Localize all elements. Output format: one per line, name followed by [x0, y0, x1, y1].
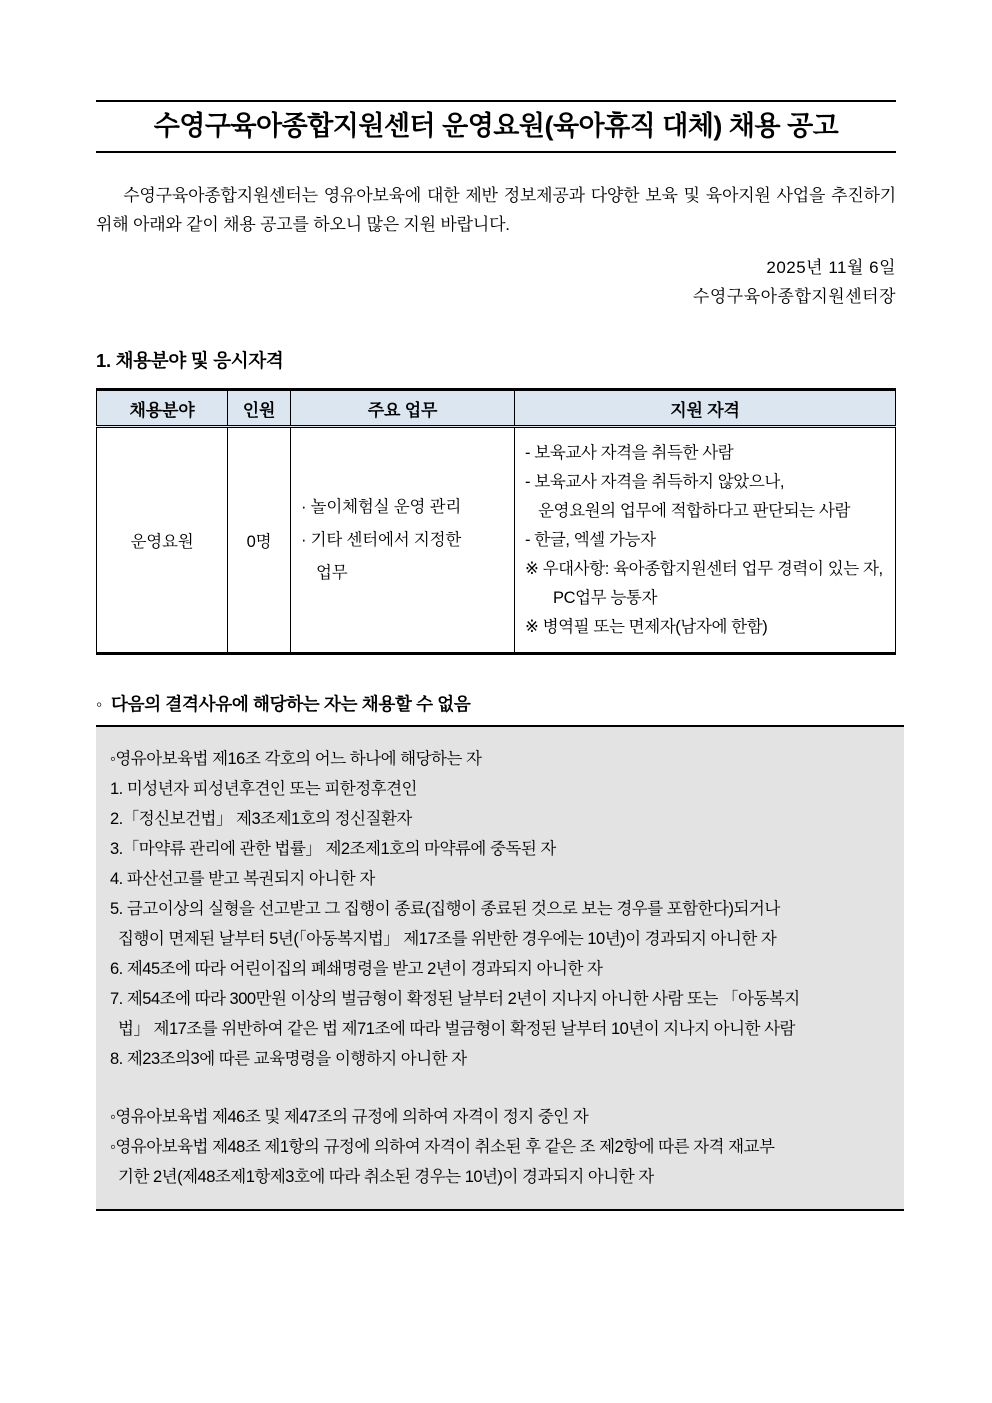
duty-line: 업무	[316, 563, 348, 582]
qualification-line: ※ 우대사항: 육아종합지원센터 업무 경력이 있는 자,	[525, 559, 883, 578]
cell-headcount: 0명	[228, 427, 291, 654]
duty-line: · 기타 센터에서 지정한	[301, 530, 462, 549]
disqualification-line: 기한 2년(제48조제1항제3호에 따라 취소된 경우는 10년)이 경과되지 아니한 자	[118, 1168, 654, 1186]
cell-qualifications	[515, 427, 896, 654]
date-block	[96, 253, 896, 311]
title-box	[96, 100, 896, 153]
page-title: 수영구육아종합지원센터 운영요원(육아휴직 대체) 채용 공고	[153, 111, 839, 141]
document-content	[96, 0, 896, 1211]
qualification-line: PC업무 능통자	[553, 588, 658, 607]
table-row	[97, 427, 896, 654]
disqualification-line: ◦영유아보육법 제46조 및 제47조의 규정에 의하여 자격이 정지 중인 자	[110, 1108, 589, 1126]
blank-line	[110, 1074, 884, 1102]
section1-heading: 1. 채용분야 및 응시자격	[96, 350, 284, 371]
disqualification-line: 8. 제23조의3에 따른 교육명령을 이행하지 아니한 자	[110, 1050, 467, 1068]
cell-field: 운영요원	[130, 533, 194, 551]
disqualification-line: 1. 미성년자 피성년후견인 또는 피한정후견인	[110, 780, 417, 798]
qualification-line: 운영요원의 업무에 적합하다고 판단되는 사람	[538, 501, 850, 520]
disqualification-line: 3.「마약류 관리에 관한 법률」 제2조제1호의 마약류에 중독된 자	[110, 840, 556, 858]
header-duties: 주요 업무	[291, 390, 515, 427]
disqualification-box	[96, 725, 904, 1211]
recruitment-table	[96, 388, 896, 655]
disqualification-line: 6. 제45조에 따라 어린이집의 폐쇄명령을 받고 2년이 경과되지 아니한 자	[110, 960, 603, 978]
disqualification-line: 4. 파산선고를 받고 복권되지 아니한 자	[110, 870, 375, 888]
table-header-row	[97, 390, 896, 427]
header-qualifications: 지원 자격	[515, 390, 896, 427]
qualification-line: - 보육교사 자격을 취득하지 않았으나,	[525, 472, 785, 491]
qualification-line: - 보육교사 자격을 취득한 사람	[525, 443, 734, 462]
signer: 수영구육아종합지원센터장	[692, 287, 896, 306]
disqualification-line: 2.「정신보건법」 제3조제1호의 정신질환자	[110, 810, 412, 828]
header-field: 채용분야	[97, 390, 228, 427]
intro-paragraph: 수영구육아종합지원센터는 영유아보육에 대한 제반 정보제공과 다양한 보육 및 육아지원 사업을 추진하기 위해 아래와 같이 채용 공고를 하오니 많은 지원 바랍니다.	[96, 186, 896, 234]
disqualification-line: 집행이 면제된 날부터 5년(「아동복지법」 제17조를 위반한 경우에는 10년)이 경과되지 아니한 자	[118, 930, 777, 948]
disqualification-line: 법」 제17조를 위반하여 같은 법 제71조에 따라 벌금형이 확정된 날부터 10년이 지나지 아니한 사람	[118, 1020, 795, 1038]
disqualification-line: ◦영유아보육법 제48조 제1항의 규정에 의하여 자격이 취소된 후 같은 조 제2항에 따른 자격 재교부	[110, 1138, 775, 1156]
header-headcount: 인원	[228, 390, 291, 427]
cell-duties	[291, 427, 515, 654]
disqualification-heading: ◦ 다음의 결격사유에 해당하는 자는 채용할 수 없음	[96, 694, 471, 714]
announcement-date: 2025년 11월 6일	[766, 258, 896, 277]
duty-line: · 놀이체험실 운영 관리	[301, 497, 462, 516]
disqualification-line: 7. 제54조에 따라 300만원 이상의 벌금형이 확정된 날부터 2년이 지나지 아니한 사람 또는 「아동복지	[110, 990, 800, 1008]
qualification-line: ※ 병역필 또는 면제자(남자에 한함)	[525, 617, 768, 636]
disqualification-line: 5. 금고이상의 실형을 선고받고 그 집행이 종료(집행이 종료된 것으로 보는 경우를 포함한다)되거나	[110, 900, 780, 918]
qualification-line: - 한글, 엑셀 가능자	[525, 530, 656, 549]
disqualification-line: ◦영유아보육법 제16조 각호의 어느 하나에 해당하는 자	[110, 750, 482, 768]
